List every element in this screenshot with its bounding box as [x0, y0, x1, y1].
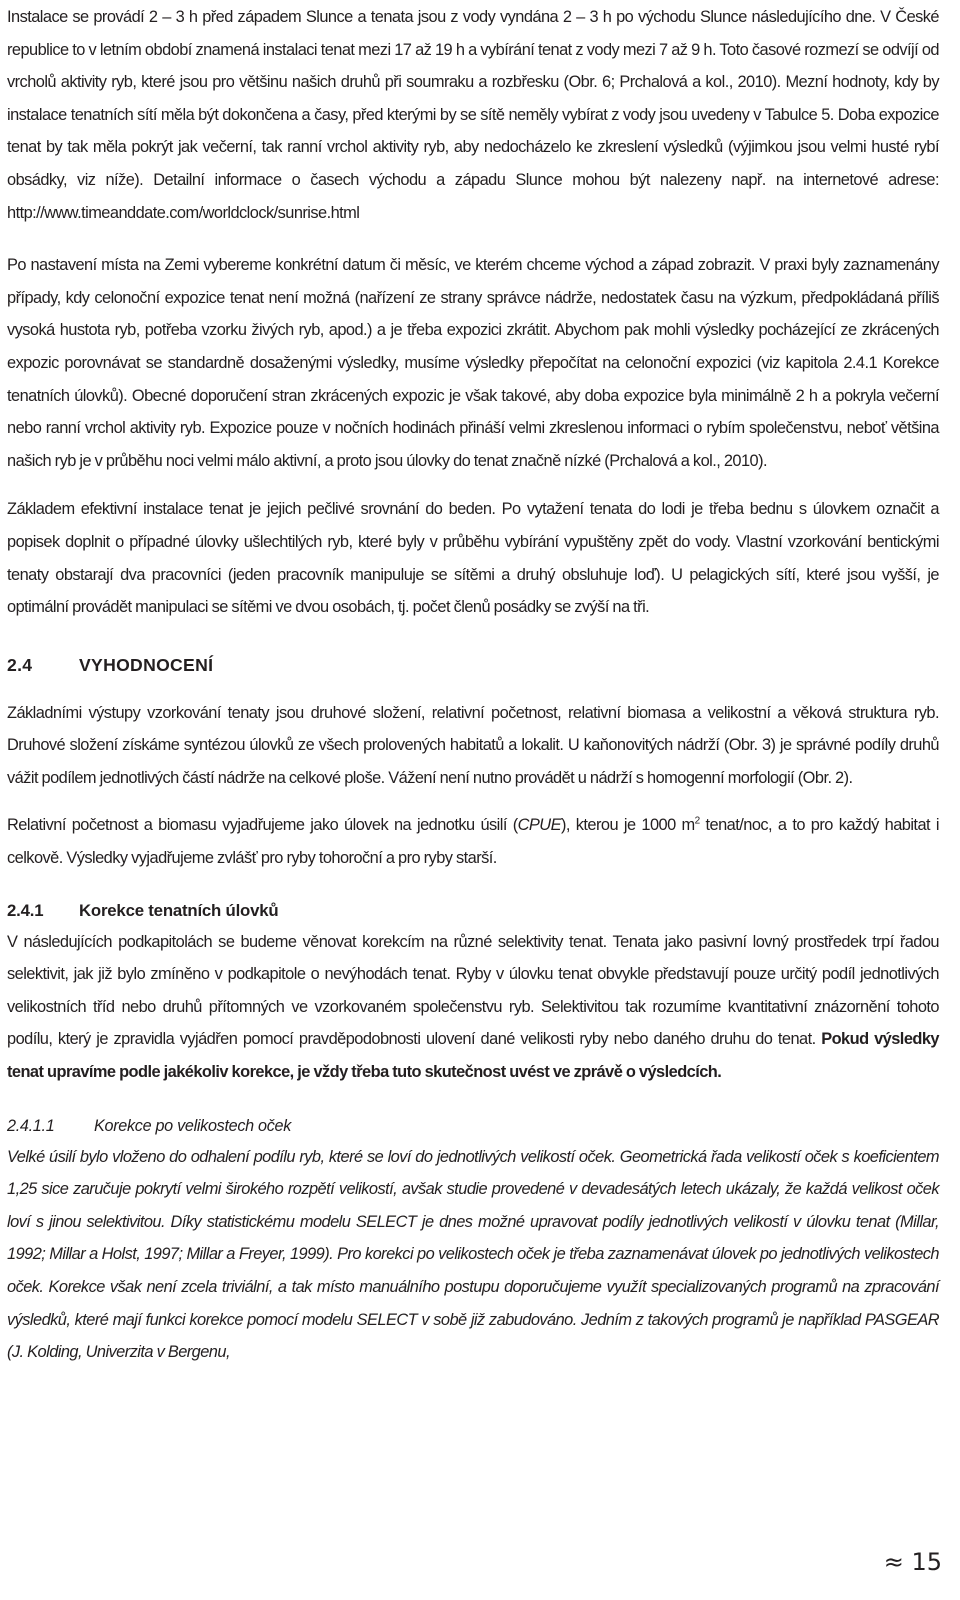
bold-notice: Pokud výsledky tenat upravíme podle jakékoliv korekce, je vždy třeba tuto skutečnost uvést ve zprávě o výsledcích. — [7, 1030, 939, 1082]
page-number: ≈ 15 — [883, 1548, 942, 1576]
paragraph-net-handling: Základem efektivní instalace tenat je jejich pečlivé srovnání do beden. Po vytažení tenata do lodi je třeba bednu s úlovkem označit a popisek doplnit o případné úlovky ušlechtilých ryb, které byly v průběhu vybírání vypuštěny zpět do vody. Vlastní vzorkování bentickými tenaty obstarají dva pracovníci (jeden pracovník manipuluje se sítěmi a druhý obsluhuje loď). U pelagických sítí, které jsou vyšší, je optimální provádět manipulaci se sítěmi ve dvou osobách, tj. počet členů posádky se zvýší na tři. — [7, 500, 939, 617]
paragraph-shortened-exposure: Po nastavení místa na Zemi vybereme konkrétní datum či měsíc, ve kterém chceme východ a západ zobrazit. V praxi byly zaznamenány případy, kdy celonoční expozice tenat není možná (nařízení ze strany správce nádrže, nedostatek času na výzkum, předpokládaná příliš vysoká hustota ryb, potřeba vzorku živých ryb, apod.) a je třeba expozici zkrátit. Abychom pak mohli výsledky pocházející ze zkrácených expozic porovnávat se standardně dosaženými výsledky, musíme výsledky přepočítat na celonoční expozici (viz kapitola 2.4.1 Korekce tenatních úlovků). Obecné doporučení stran zkrácených expozic je však takové, aby doba expozice byla minimálně 2 h a pokryla večerní nebo ranní vrchol aktivity ryb. Expozice pouze v nočních hodinách přináší velmi zkreslenou informaci o rybím společenstvu, neboť většina našich ryb je v průběhu noci velmi málo aktivní, a proto jsou úlovky do tenat značně nízké (Prchalová a kol., 2010). — [7, 256, 939, 470]
subsubsection-number: 2.4.1.1 — [7, 1116, 55, 1135]
section-number: 2.4 — [7, 654, 33, 675]
document-page — [7, 0, 939, 1369]
section-heading-2-4-1-1 — [7, 1111, 939, 1141]
superscript-two: 2 — [694, 816, 700, 827]
subsection-number: 2.4.1 — [7, 900, 44, 920]
paragraph-selectivity: V následujících podkapitolách se budeme věnovat korekcím na různé selektivity tenat. Tenata jako pasivní lovný prostředek trpí řadou selektivit, jak již bylo zmíněno v podkapitole o nevýhodách tenat. Ryby v úlovku tenat obvykle představují pouze určitý podíl jednotlivých velikostních tříd nebo druhů přítomných ve vzorkovaném společenstvu ryb. Selektivitou tak rozumíme kvantitativní znázornění tohoto podílu, který je zpravidla vyjádřen pomocí pravděpodobnosti ulovení dané velikosti ryby nebo daného druhu do tenat. Pokud výsledky tenat upravíme podle jakékoliv korekce, je vždy třeba tuto skutečnost uvést ve zprávě o výsledcích. — [7, 932, 939, 1082]
section-heading-2-4-1 — [7, 896, 939, 926]
section-title: VYHODNOCENÍ — [79, 654, 214, 675]
paragraph-installation-timing: Instalace se provádí 2 – 3 h před západem Slunce a tenata jsou z vody vyndána 2 – 3 h po východu Slunce následujícího dne. V České republice to v letním období znamená instalaci tenat mezi 17 až 19 h a vybírání tenat z vody mezi 7 až 9 h. Toto časové rozmezí se odvíjí od vrcholů aktivity ryb, které jsou pro většinu našich druhů při soumraku a rozbřesku (Obr. 6; Prchalová a kol., 2010). Mezní hodnoty, kdy by instalace tenatních sítí měla být dokončena a časy, před kterými by se sítě neměly vybírat z vody jsou uvedeny v Tabulce 5. Doba expozice tenat by tak měla pokrýt jak večerní, tak ranní vrchol aktivity ryb, aby nedocházelo ke zkreslení výsledků (výjimkou jsou velmi husté rybí obsádky, viz níže). Detailní informace o časech východu a západu Slunce mohou být nalezeny např. na internetové adrese: http://www.timeanddate.com/worldclock/sunrise.html — [7, 8, 939, 222]
paragraph-evaluation-outputs: Základními výstupy vzorkování tenaty jsou druhové složení, relativní početnost, relativní biomasa a velikostní a věková struktura ryb. Druhové složení získáme syntézou úlovků ze všech prolovených habitatů a lokalit. U kaňonovitých nádrží (Obr. 3) je správné podíly druhů vážit podílem jednotlivých částí nádrže na celkové ploše. Vážení není nutno provádět u nádrží s homogenní morfologií (Obr. 2). — [7, 703, 939, 787]
subsubsection-title: Korekce po velikostech oček — [94, 1116, 292, 1135]
section-heading-2-4 — [7, 650, 939, 680]
paragraph-mesh-correction: Velké úsilí bylo vloženo do odhalení podílu ryb, které se loví do jednotlivých velikostí oček. Geometrická řada velikostí oček s koeficientem 1,25 sice zaručuje pokrytí velmi širokého rozpětí velikostí, avšak studie provedené v devadesátých letech ukázaly, že každá velikost oček loví s jinou selektivitou. Díky statistickému modelu SELECT je dnes možné upravovat podíly jednotlivých velikostí v úlovku tenat (Millar, 1992; Millar a Holst, 1997; Millar a Freyer, 1999). Pro korekci po velikostech oček je třeba zaznamenávat úlovek po jednotlivých velikostech oček. Korekce však není zcela triviální, a tak místo manuálního postupu doporučujeme využít specializovaných programů na zpracování výsledků, které mají funkci korekce pomocí modelu SELECT v sobě již zabudováno. Jedním z takových programů je například PASGEAR (J. Kolding, Univerzita v Bergenu, — [7, 1147, 939, 1362]
cpue-term: CPUE — [517, 816, 561, 835]
paragraph-relative-abundance: Relativní početnost a biomasu vyjadřujeme jako úlovek na jednotku úsilí (CPUE), kterou je 1000 $m^2$ tenat/noc, a to pro každý habitat i celkově. Výsledky vyjadřujeme zvlášť pro ryby tohoroční a pro ryby starší. — [7, 816, 939, 868]
subsection-title: Korekce tenatních úlovků — [79, 900, 279, 920]
